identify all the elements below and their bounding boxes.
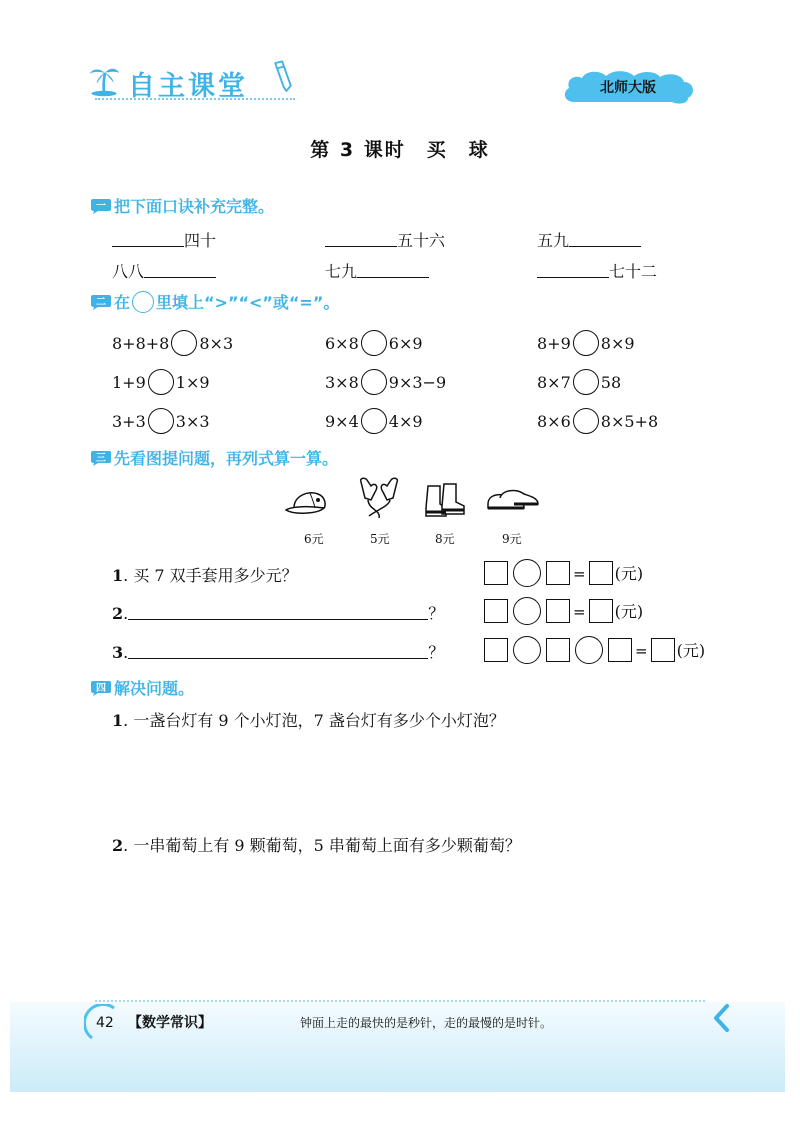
price-label: 8元 [435, 532, 455, 546]
fill-item: 八八 [112, 259, 216, 282]
page-number: 42 [96, 1015, 114, 1031]
section-badge-4 [90, 680, 112, 696]
operator-circle[interactable] [513, 597, 541, 625]
answer-blank[interactable] [325, 232, 397, 247]
compare-item: 9×4 4×9 [325, 408, 423, 434]
compare-item: 3+3 3×3 [112, 408, 210, 434]
fill-item: 五九 [537, 228, 641, 251]
svg-text:二: 二 [96, 297, 106, 308]
svg-text:四: 四 [96, 683, 106, 694]
gloves-icon [355, 476, 403, 522]
lesson-title: 第 3 课时 买 球 [310, 139, 490, 161]
tip-text: 钟面上走的最快的是秒针，走的最慢的是时针。 [300, 1016, 553, 1030]
question-line[interactable] [128, 605, 428, 620]
compare-item: 8+8+8 8×3 [112, 330, 233, 356]
answer-box[interactable] [546, 638, 570, 662]
compare-circle[interactable] [361, 369, 387, 395]
answer-blank[interactable] [569, 232, 641, 247]
answer-box[interactable] [484, 599, 508, 623]
pencil-icon [270, 58, 296, 96]
compare-circle[interactable] [361, 330, 387, 356]
operator-circle[interactable] [575, 636, 603, 664]
answer-box[interactable] [546, 561, 570, 585]
operator-circle[interactable] [513, 636, 541, 664]
compare-item: 6×8 6×9 [325, 330, 423, 356]
fill-item: 七十二 [537, 259, 657, 282]
section-badge-3 [90, 450, 112, 466]
shoes-icon [484, 486, 542, 518]
compare-circle[interactable] [361, 408, 387, 434]
section-1-heading [90, 194, 274, 217]
section-1-title: 把下面口诀补充完整。 [114, 197, 275, 216]
section-badge-2 [90, 294, 112, 310]
section-2-heading: 二 在 里填上“>”“<”或“=”。 [90, 290, 339, 313]
fill-item: 四十 [112, 228, 216, 251]
fill-item: 七九 [325, 259, 429, 282]
operator-circle[interactable] [513, 559, 541, 587]
cap-icon [284, 488, 332, 518]
problem-1: 1. 一盏台灯有 9 个小灯泡，7 盏台灯有多少个小灯泡？ [112, 711, 505, 730]
question-2: 2. ？ [112, 604, 445, 623]
answer-box[interactable] [651, 638, 675, 662]
answer-box[interactable] [546, 599, 570, 623]
answer-box[interactable] [484, 638, 508, 662]
fill-item: 五十六 [325, 228, 445, 251]
answer-equation: = (元) [482, 597, 643, 625]
compare-circle[interactable] [148, 408, 174, 434]
price-label: 6元 [304, 532, 324, 546]
section-4-title: 解决问题。 [114, 679, 195, 698]
answer-blank[interactable] [144, 263, 216, 278]
compare-item: 1+9 1×9 [112, 369, 210, 395]
price-label: 5元 [370, 532, 390, 546]
answer-box[interactable] [589, 561, 613, 585]
question-3: 3. ？ [112, 643, 445, 662]
svg-text:三: 三 [96, 453, 106, 464]
palm-tree-icon [86, 62, 122, 98]
section-3-heading [90, 446, 338, 469]
answer-equation: = (元) [482, 636, 705, 664]
answer-equation: = (元) [482, 559, 643, 587]
answer-box[interactable] [484, 561, 508, 585]
boots-icon [422, 482, 468, 520]
header-title: 自主课堂 [128, 71, 248, 102]
compare-circle[interactable] [573, 330, 599, 356]
answer-blank[interactable] [357, 263, 429, 278]
question-line[interactable] [128, 644, 428, 659]
answer-box[interactable] [608, 638, 632, 662]
circle-symbol [132, 291, 154, 313]
section-badge-1 [90, 198, 112, 214]
compare-item: 3×8 9×3−9 [325, 369, 446, 395]
compare-circle[interactable] [148, 369, 174, 395]
answer-box[interactable] [589, 599, 613, 623]
edition-label: 北师大版 [600, 80, 656, 96]
answer-blank[interactable] [112, 232, 184, 247]
tip-label: 【数学常识】 [128, 1015, 212, 1031]
price-label: 9元 [502, 532, 522, 546]
header-divider [95, 98, 295, 100]
compare-item: 8+9 8×9 [537, 330, 635, 356]
compare-circle[interactable] [573, 369, 599, 395]
compare-item: 8×7 58 [537, 369, 621, 395]
chevron-left-icon[interactable] [712, 1003, 730, 1033]
section-3-title: 先看图提问题，再列式算一算。 [114, 449, 339, 468]
question-1: 1. 买 7 双手套用多少元？ [112, 566, 298, 585]
compare-item: 8×6 8×5+8 [537, 408, 658, 434]
section-4-heading [90, 676, 194, 699]
footer-divider [95, 1000, 705, 1002]
svg-text:一: 一 [96, 201, 106, 212]
answer-blank[interactable] [537, 263, 609, 278]
compare-circle[interactable] [573, 408, 599, 434]
compare-circle[interactable] [171, 330, 197, 356]
problem-2: 2. 一串葡萄上有 9 颗葡萄，5 串葡萄上面有多少颗葡萄？ [112, 836, 521, 855]
